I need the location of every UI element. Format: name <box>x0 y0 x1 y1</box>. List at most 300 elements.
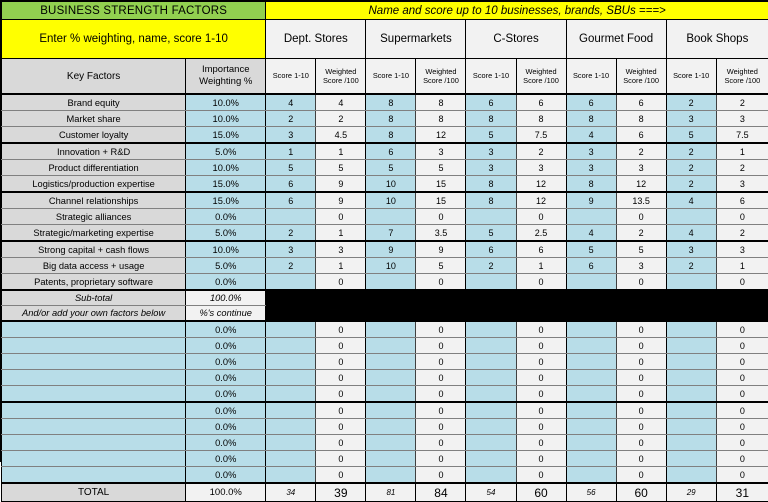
score-input[interactable] <box>266 338 316 354</box>
score-input[interactable]: 3 <box>466 143 516 160</box>
weighted-score-value: 0 <box>616 370 666 386</box>
score-input[interactable]: 4 <box>566 127 616 144</box>
score-input[interactable]: 8 <box>466 111 516 127</box>
score-input[interactable]: 5 <box>566 241 616 258</box>
custom-factor-weight-input[interactable]: 0.0% <box>186 419 266 435</box>
factor-label: Innovation + R&D <box>2 143 186 160</box>
banner-row <box>2 2 768 20</box>
factor-row <box>2 209 768 225</box>
weighted-score-value: 0 <box>316 467 366 484</box>
weighted-score-value: 1 <box>316 143 366 160</box>
custom-factor-row <box>2 435 768 451</box>
score-input[interactable] <box>666 451 716 467</box>
custom-factor-input[interactable] <box>2 386 186 403</box>
custom-factor-input[interactable] <box>2 370 186 386</box>
header-weighted-3 <box>516 59 566 95</box>
factor-weight-input[interactable]: 10.0% <box>186 160 266 176</box>
weighted-score-value: 2 <box>516 143 566 160</box>
score-input[interactable] <box>466 402 516 419</box>
weighted-score-value: 3 <box>416 143 466 160</box>
score-input[interactable] <box>566 402 616 419</box>
factor-row <box>2 274 768 291</box>
score-input[interactable] <box>266 274 316 291</box>
custom-factor-row <box>2 321 768 338</box>
business-name-1[interactable]: Dept. Stores <box>266 20 366 59</box>
weighted-score-value: 2 <box>616 143 666 160</box>
weighted-score-value: 13.5 <box>616 192 666 209</box>
factor-weight-input[interactable]: 10.0% <box>186 241 266 258</box>
score-input[interactable] <box>266 435 316 451</box>
header-weighted-4 <box>616 59 666 95</box>
weighted-score-value: 0 <box>616 419 666 435</box>
score-input[interactable] <box>466 354 516 370</box>
banner-subtitle: Name and score up to 10 businesses, brands, SBUs ===> <box>266 2 768 20</box>
weighted-score-value: 9 <box>316 176 366 193</box>
weighted-score-value: 0 <box>716 467 768 484</box>
subtotal-row <box>2 290 768 306</box>
score-input[interactable] <box>666 435 716 451</box>
score-input[interactable]: 8 <box>366 94 416 111</box>
header-weighted-line1: Weighted <box>416 67 465 76</box>
score-input[interactable] <box>466 419 516 435</box>
score-input[interactable] <box>266 321 316 338</box>
score-input[interactable] <box>466 209 516 225</box>
business-name-4[interactable]: Gourmet Food <box>566 20 666 59</box>
score-input[interactable] <box>566 209 616 225</box>
weighted-score-value: 0 <box>416 386 466 403</box>
score-input[interactable] <box>466 338 516 354</box>
score-input[interactable]: 3 <box>466 160 516 176</box>
total-weighted-value: 31 <box>716 483 768 502</box>
score-input[interactable] <box>466 370 516 386</box>
header-weighted-line2: Score /100 <box>717 76 768 85</box>
score-input[interactable]: 5 <box>466 127 516 144</box>
header-score-3: Score 1-10 <box>466 59 516 95</box>
custom-factor-weight-input[interactable]: 0.0% <box>186 451 266 467</box>
weighted-score-value: 0 <box>716 435 768 451</box>
weighted-score-value: 3 <box>316 241 366 258</box>
business-name-3[interactable]: C-Stores <box>466 20 566 59</box>
header-importance-weighting <box>186 59 266 95</box>
weighted-score-value: 5 <box>416 258 466 274</box>
custom-factor-input[interactable] <box>2 338 186 354</box>
score-input[interactable] <box>366 435 416 451</box>
score-input[interactable]: 4 <box>266 94 316 111</box>
score-input[interactable]: 2 <box>266 225 316 242</box>
score-input[interactable]: 3 <box>266 241 316 258</box>
score-input[interactable]: 9 <box>566 192 616 209</box>
total-weighted-value: 60 <box>616 483 666 502</box>
total-score-value: 29 <box>666 483 716 502</box>
score-input[interactable]: 4 <box>666 225 716 242</box>
score-input[interactable] <box>466 467 516 484</box>
score-input[interactable] <box>466 321 516 338</box>
score-input[interactable] <box>666 386 716 403</box>
custom-factor-weight-input[interactable]: 0.0% <box>186 467 266 484</box>
business-name-row <box>2 20 768 59</box>
factor-weight-input[interactable]: 15.0% <box>186 192 266 209</box>
percents-continue-value: %'s continue <box>186 306 266 322</box>
factor-label: Channel relationships <box>2 192 186 209</box>
factor-label: Strategic alliances <box>2 209 186 225</box>
score-input[interactable] <box>666 321 716 338</box>
weighted-score-value: 1 <box>716 258 768 274</box>
weighted-score-value: 0 <box>416 274 466 291</box>
header-weighted-2 <box>416 59 466 95</box>
score-input[interactable]: 10 <box>366 176 416 193</box>
weighted-score-value: 0 <box>616 402 666 419</box>
weighted-score-value: 0 <box>516 338 566 354</box>
score-input[interactable]: 5 <box>466 225 516 242</box>
score-input[interactable]: 3 <box>666 241 716 258</box>
score-input[interactable] <box>366 467 416 484</box>
factor-label: Brand equity <box>2 94 186 111</box>
weighted-score-value: 0 <box>316 419 366 435</box>
score-input[interactable] <box>566 419 616 435</box>
score-input[interactable]: 2 <box>666 258 716 274</box>
score-input[interactable] <box>366 386 416 403</box>
weighted-score-value: 8 <box>416 111 466 127</box>
header-weighted-line2: Score /100 <box>316 76 365 85</box>
header-weighted-5 <box>716 59 768 95</box>
weighted-score-value: 9 <box>416 241 466 258</box>
factor-weight-input[interactable]: 5.0% <box>186 143 266 160</box>
table-body <box>2 2 768 502</box>
score-input[interactable] <box>566 370 616 386</box>
score-input[interactable]: 3 <box>566 143 616 160</box>
weighted-score-value: 0 <box>416 419 466 435</box>
business-name-2[interactable]: Supermarkets <box>366 20 466 59</box>
score-input[interactable]: 5 <box>366 160 416 176</box>
weighted-score-value: 0 <box>316 370 366 386</box>
weighted-score-value: 0 <box>416 451 466 467</box>
weighted-score-value: 0 <box>416 402 466 419</box>
weighted-score-value: 1 <box>516 258 566 274</box>
weighted-score-value: 0 <box>316 386 366 403</box>
total-score-value: 54 <box>466 483 516 502</box>
weighted-score-value: 12 <box>616 176 666 193</box>
score-input[interactable]: 6 <box>466 94 516 111</box>
score-input[interactable] <box>366 354 416 370</box>
score-input[interactable]: 6 <box>266 192 316 209</box>
custom-factor-input[interactable] <box>2 435 186 451</box>
score-input[interactable] <box>366 451 416 467</box>
custom-factor-weight-input[interactable]: 0.0% <box>186 370 266 386</box>
black-band-continue <box>266 306 768 322</box>
score-input[interactable] <box>666 209 716 225</box>
score-input[interactable]: 3 <box>266 127 316 144</box>
weighted-score-value: 3.5 <box>416 225 466 242</box>
subtotal-value: 100.0% <box>186 290 266 306</box>
weighted-score-value: 6 <box>616 94 666 111</box>
score-input[interactable]: 2 <box>666 143 716 160</box>
factor-weight-input[interactable]: 0.0% <box>186 274 266 291</box>
weighted-score-value: 12 <box>516 176 566 193</box>
weighted-score-value: 6 <box>516 94 566 111</box>
total-score-value: 81 <box>366 483 416 502</box>
weighted-score-value: 0 <box>716 386 768 403</box>
score-input[interactable] <box>566 467 616 484</box>
weighted-score-value: 0 <box>716 274 768 291</box>
total-label: TOTAL <box>2 483 186 502</box>
weighted-score-value: 0 <box>616 386 666 403</box>
custom-factor-input[interactable] <box>2 451 186 467</box>
score-input[interactable] <box>366 338 416 354</box>
weighted-score-value: 0 <box>516 419 566 435</box>
factor-weight-input[interactable]: 10.0% <box>186 111 266 127</box>
header-importance-line1: Importance <box>186 64 265 76</box>
score-input[interactable] <box>666 338 716 354</box>
weighted-score-value: 0 <box>316 435 366 451</box>
weighted-score-value: 8 <box>416 94 466 111</box>
weighted-score-value: 0 <box>516 467 566 484</box>
add-own-factors-row <box>2 306 768 322</box>
custom-factor-input[interactable] <box>2 467 186 484</box>
factor-label: Product differentiation <box>2 160 186 176</box>
score-input[interactable] <box>366 274 416 291</box>
custom-factor-weight-input[interactable]: 0.0% <box>186 338 266 354</box>
factor-row <box>2 94 768 111</box>
factor-weight-input[interactable]: 0.0% <box>186 209 266 225</box>
factor-weight-input[interactable]: 10.0% <box>186 94 266 111</box>
weighted-score-value: 0 <box>616 451 666 467</box>
factor-weight-input[interactable]: 5.0% <box>186 225 266 242</box>
total-weighted-value: 39 <box>316 483 366 502</box>
instruction-label: Enter % weighting, name, score 1-10 <box>2 20 266 59</box>
weighted-score-value: 5 <box>616 241 666 258</box>
weighted-score-value: 0 <box>716 209 768 225</box>
score-input[interactable] <box>666 370 716 386</box>
weighted-score-value: 0 <box>716 354 768 370</box>
score-input[interactable] <box>566 338 616 354</box>
weighted-score-value: 0 <box>616 435 666 451</box>
factor-weight-input[interactable]: 15.0% <box>186 127 266 144</box>
score-input[interactable] <box>466 274 516 291</box>
weighted-score-value: 3 <box>716 176 768 193</box>
score-input[interactable] <box>566 321 616 338</box>
weighted-score-value: 0 <box>516 451 566 467</box>
header-score-1: Score 1-10 <box>266 59 316 95</box>
weighted-score-value: 0 <box>516 354 566 370</box>
weighted-score-value: 2 <box>716 225 768 242</box>
score-input[interactable] <box>266 386 316 403</box>
score-input[interactable] <box>466 451 516 467</box>
weighted-score-value: 0 <box>716 419 768 435</box>
score-input[interactable]: 2 <box>266 111 316 127</box>
total-score-value: 34 <box>266 483 316 502</box>
score-input[interactable] <box>566 354 616 370</box>
score-input[interactable]: 2 <box>266 258 316 274</box>
score-input[interactable]: 8 <box>366 127 416 144</box>
header-weighted-line2: Score /100 <box>416 76 465 85</box>
weighted-score-value: 1 <box>316 225 366 242</box>
custom-factor-row <box>2 419 768 435</box>
score-input[interactable]: 10 <box>366 258 416 274</box>
score-input[interactable] <box>266 209 316 225</box>
factor-label: Customer loyalty <box>2 127 186 144</box>
factor-row <box>2 241 768 258</box>
weighted-score-value: 3 <box>616 160 666 176</box>
score-input[interactable]: 6 <box>366 143 416 160</box>
weighted-score-value: 0 <box>416 321 466 338</box>
factor-weight-input[interactable]: 15.0% <box>186 176 266 193</box>
custom-factor-row <box>2 386 768 403</box>
score-input[interactable] <box>266 354 316 370</box>
custom-factor-input[interactable] <box>2 402 186 419</box>
score-input[interactable] <box>366 370 416 386</box>
score-input[interactable] <box>266 402 316 419</box>
weighted-score-value: 0 <box>616 209 666 225</box>
score-input[interactable]: 4 <box>566 225 616 242</box>
weighted-score-value: 0 <box>516 370 566 386</box>
factor-row <box>2 127 768 144</box>
weighted-score-value: 0 <box>616 338 666 354</box>
score-input[interactable] <box>566 435 616 451</box>
score-input[interactable] <box>266 451 316 467</box>
factor-row <box>2 143 768 160</box>
score-input[interactable]: 6 <box>566 258 616 274</box>
custom-factor-weight-input[interactable]: 0.0% <box>186 354 266 370</box>
score-input[interactable] <box>666 274 716 291</box>
score-input[interactable]: 5 <box>266 160 316 176</box>
score-input[interactable]: 8 <box>366 111 416 127</box>
score-input[interactable]: 8 <box>466 176 516 193</box>
weighted-score-value: 0 <box>616 274 666 291</box>
weighted-score-value: 1 <box>716 143 768 160</box>
factor-label: Logistics/production expertise <box>2 176 186 193</box>
score-input[interactable] <box>366 321 416 338</box>
weighted-score-value: 0 <box>516 321 566 338</box>
score-input[interactable]: 7 <box>366 225 416 242</box>
score-input[interactable] <box>466 386 516 403</box>
factor-label: Big data access + usage <box>2 258 186 274</box>
factor-weight-input[interactable]: 5.0% <box>186 258 266 274</box>
score-input[interactable] <box>566 274 616 291</box>
score-input[interactable]: 6 <box>566 94 616 111</box>
weighted-score-value: 0 <box>716 321 768 338</box>
score-input[interactable] <box>666 354 716 370</box>
weighted-score-value: 0 <box>516 386 566 403</box>
weighted-score-value: 0 <box>516 402 566 419</box>
score-input[interactable] <box>666 402 716 419</box>
factor-label: Patents, proprietary software <box>2 274 186 291</box>
weighted-score-value: 0 <box>416 467 466 484</box>
strength-factors-table <box>1 1 768 502</box>
score-input[interactable] <box>266 370 316 386</box>
weighted-score-value: 8 <box>516 111 566 127</box>
score-input[interactable]: 2 <box>466 258 516 274</box>
score-input[interactable]: 3 <box>566 160 616 176</box>
header-weighted-1 <box>316 59 366 95</box>
factor-label: Market share <box>2 111 186 127</box>
score-input[interactable]: 8 <box>466 192 516 209</box>
score-input[interactable] <box>366 419 416 435</box>
weighted-score-value: 0 <box>416 338 466 354</box>
score-input[interactable] <box>666 467 716 484</box>
weighted-score-value: 6 <box>716 192 768 209</box>
score-input[interactable]: 6 <box>466 241 516 258</box>
score-input[interactable] <box>266 467 316 484</box>
weighted-score-value: 0 <box>616 321 666 338</box>
custom-factor-row <box>2 402 768 419</box>
factor-label: Strong capital + cash flows <box>2 241 186 258</box>
weighted-score-value: 0 <box>716 338 768 354</box>
score-input[interactable]: 8 <box>566 176 616 193</box>
header-score-4: Score 1-10 <box>566 59 616 95</box>
score-input[interactable] <box>266 419 316 435</box>
weighted-score-value: 4 <box>316 94 366 111</box>
factor-row <box>2 225 768 242</box>
weighted-score-value: 6 <box>616 127 666 144</box>
factor-row <box>2 160 768 176</box>
score-input[interactable] <box>466 435 516 451</box>
score-input[interactable]: 4 <box>666 192 716 209</box>
black-band-subtotal <box>266 290 768 306</box>
custom-factor-input[interactable] <box>2 354 186 370</box>
weighted-score-value: 0 <box>616 467 666 484</box>
add-own-factors-label: And/or add your own factors below <box>2 306 186 322</box>
custom-factor-input[interactable] <box>2 419 186 435</box>
total-row <box>2 483 768 502</box>
weighted-score-value: 12 <box>416 127 466 144</box>
weighted-score-value: 0 <box>616 354 666 370</box>
custom-factor-weight-input[interactable]: 0.0% <box>186 435 266 451</box>
weighted-score-value: 0 <box>716 370 768 386</box>
weighted-score-value: 5 <box>416 160 466 176</box>
score-input[interactable] <box>566 451 616 467</box>
factor-row <box>2 258 768 274</box>
custom-factor-weight-input[interactable]: 0.0% <box>186 402 266 419</box>
weighted-score-value: 4.5 <box>316 127 366 144</box>
weighted-score-value: 12 <box>516 192 566 209</box>
weighted-score-value: 8 <box>616 111 666 127</box>
weighted-score-value: 1 <box>316 258 366 274</box>
custom-factor-row <box>2 467 768 484</box>
score-input[interactable]: 3 <box>666 111 716 127</box>
score-input[interactable]: 8 <box>566 111 616 127</box>
factor-row <box>2 192 768 209</box>
custom-factor-weight-input[interactable]: 0.0% <box>186 321 266 338</box>
score-input[interactable]: 2 <box>666 176 716 193</box>
weighted-score-value: 2 <box>616 225 666 242</box>
score-input[interactable]: 10 <box>366 192 416 209</box>
score-input[interactable] <box>666 419 716 435</box>
factor-row <box>2 176 768 193</box>
custom-factor-weight-input[interactable]: 0.0% <box>186 386 266 403</box>
header-weighted-line1: Weighted <box>617 67 666 76</box>
score-input[interactable]: 2 <box>666 94 716 111</box>
score-input[interactable] <box>566 386 616 403</box>
weighted-score-value: 0 <box>316 209 366 225</box>
score-input[interactable]: 9 <box>366 241 416 258</box>
header-key-factors: Key Factors <box>2 59 186 95</box>
weighted-score-value: 2.5 <box>516 225 566 242</box>
weighted-score-value: 0 <box>516 209 566 225</box>
score-input[interactable]: 1 <box>266 143 316 160</box>
business-name-5[interactable]: Book Shops <box>666 20 768 59</box>
score-input[interactable] <box>366 209 416 225</box>
score-input[interactable] <box>366 402 416 419</box>
weighted-score-value: 0 <box>416 435 466 451</box>
score-input[interactable]: 2 <box>666 160 716 176</box>
custom-factor-input[interactable] <box>2 321 186 338</box>
weighted-score-value: 5 <box>316 160 366 176</box>
score-input[interactable]: 5 <box>666 127 716 144</box>
weighted-score-value: 3 <box>616 258 666 274</box>
weighted-score-value: 0 <box>416 370 466 386</box>
score-input[interactable]: 6 <box>266 176 316 193</box>
weighted-score-value: 2 <box>716 94 768 111</box>
